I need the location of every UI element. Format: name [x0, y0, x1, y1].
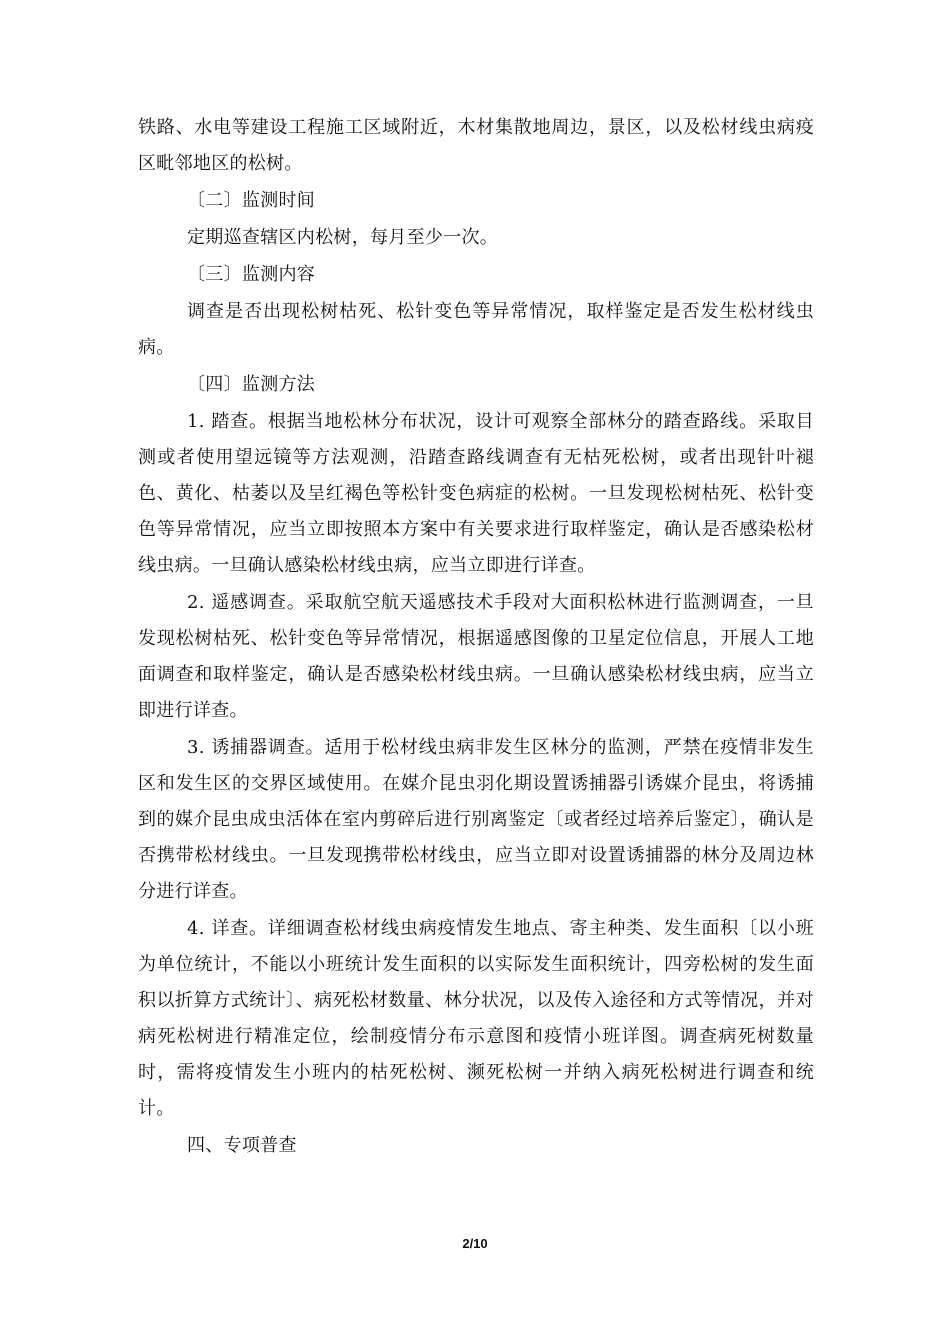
paragraph-method-trap-survey: 3. 诱捕器调查。适用于松材线虫病非发生区林分的监测，严禁在疫情非发生区和发生区的交界区域使用。在媒介昆虫羽化期设置诱捕器引诱媒介昆虫，将诱捕到的媒介昆虫成虫活体在室内剪碎后进行别离鉴定〔或者经过培养后鉴定〕，确认是否携带松材线虫。一旦发现携带松材线虫，应当立即对设置诱捕器的林分及周边林分进行详查。 — [138, 737, 814, 902]
document-body — [138, 110, 814, 1164]
heading-monitoring-content: 〔三〕监测内容 — [187, 264, 316, 285]
heading-monitoring-time: 〔二〕监测时间 — [187, 190, 316, 211]
heading-special-census: 四、专项普查 — [187, 1135, 297, 1156]
paragraph-monitoring-content: 调查是否出现松树枯死、松针变色等异常情况，取样鉴定是否发生松材线虫病。 — [138, 301, 814, 358]
paragraph-method-detailed-survey: 4. 详查。详细调查松材线虫病疫情发生地点、寄主种类、发生面积〔以小班为单位统计，不能以小班统计发生面积的以实际发生面积统计，四旁松树的发生面积以折算方式统计〕、病死松材数量、林分状况，以及传入途径和方式等情况，并对病死松树进行精准定位，绘制疫情分布示意图和疫情小班详图。调查病死树数量时，需将疫情发生小班内的枯死松树、濒死松树一并纳入病死松树进行调查和统计。 — [138, 918, 814, 1119]
heading-monitoring-method: 〔四〕监测方法 — [187, 374, 316, 395]
paragraph-continuation: 铁路、水电等建设工程施工区域附近，木材集散地周边，景区，以及松材线虫病疫区毗邻地区的松树。 — [138, 117, 814, 174]
paragraph-monitoring-time: 定期巡查辖区内松树，每月至少一次。 — [187, 227, 499, 248]
paragraph-method-ground-survey: 1. 踏查。根据当地松林分布状况，设计可观察全部林分的踏查路线。采取目测或者使用望远镜等方法观测，沿踏查路线调查有无枯死松树，或者出现针叶褪色、黄化、枯萎以及呈红褐色等松针变色病症的松树。一旦发现松树枯死、松针变色等异常情况，应当立即按照本方案中有关要求进行取样鉴定，确认是否感染松材线虫病。一旦确认感染松材线虫病，应当立即进行详查。 — [138, 411, 814, 576]
paragraph-method-remote-sensing: 2. 遥感调查。采取航空航天遥感技术手段对大面积松林进行监测调查，一旦发现松树枯死、松针变色等异常情况，根据遥感图像的卫星定位信息，开展人工地面调查和取样鉴定，确认是否感染松材线虫病。一旦确认感染松材线虫病，应当立即进行详查。 — [138, 592, 814, 721]
page-number: 2/10 — [462, 1236, 488, 1251]
